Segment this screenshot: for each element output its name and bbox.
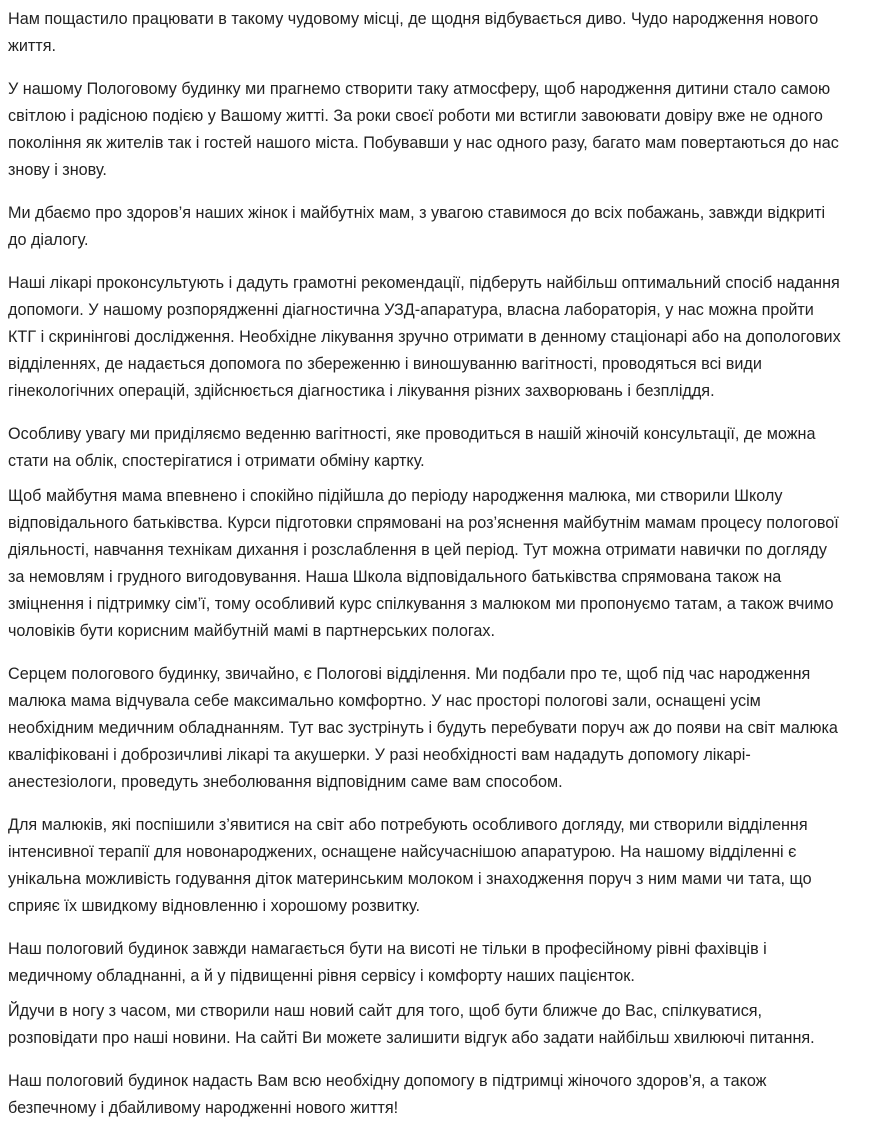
paragraph-intensive-care: Для малюків, які поспішили з’явитися на світ або потребують особливого догляду, ми створили відділення інтенсивної терапії для новонароджених, оснащене найсучаснішою апаратурою. На нашому відділенні є унікальна можливість годування діток материнським молоком і знаходження поруч з ним мами чи тата, що сприяє їх швидкому відновленню і хорошому розвитку. [8, 816, 812, 915]
paragraph-maternity-ward: Серцем пологового будинку, звичайно, є Пологові відділення. Ми подбали про те, щоб під час народження малюка мама відчувала себе максимально комфортно. У нас просторі пологові зали, оснащені усім необхідним медичним обладнанням. Тут вас зустрінуть і будуть перебувати поруч аж до появи на світ малюка кваліфіковані і доброзичливі лікарі та акушерки. У разі необхідності вам нададуть допомогу лікарі-анестезіологи, проведуть знеболювання відповідним саме вам способом. [8, 665, 838, 791]
paragraph-intro: Нам пощастило працювати в такому чудовому місці, де щодня відбувається диво. Чудо народження нового життя. [8, 10, 819, 55]
paragraph-pregnancy: Особливу увагу ми приділяємо веденню вагітності, яке проводиться в нашій жіночій консультації, де можна стати на облік, спостерігатися і отримати обміну картку. [8, 425, 816, 470]
paragraph-doctors: Наші лікарі проконсультують і дадуть грамотні рекомендації, підберуть найбільш оптимальний спосіб надання допомоги. У нашому розпорядженні діагностична УЗД-апаратура, власна лабораторія, у нас можна пройти КТГ і скринінгові дослідження. Необхідне лікування зручно отримати в денному стаціонарі або на допологових відділеннях, де надається допомога по збереженню і виношуванню вагітності, проводяться всі види гінекологічних операцій, здійснюється діагностика і лікування різних захворювань і безпліддя. [8, 274, 841, 400]
paragraph-website: Йдучи в ногу з часом, ми створили наш новий сайт для того, щоб бути ближче до Вас, спілкуватися, розповідати про наші новини. На сайті Ви можете залишити відгук або задати найбільш хвилюючі питання. [8, 1002, 815, 1047]
paragraph-service: Наш пологовий будинок завжди намагається бути на висоті не тільки в професійному рівні фахівців і медичному обладнанні, а й у підвищенні рівня сервісу і комфорту наших пацієнток. [8, 940, 767, 985]
paragraph-care: Ми дбаємо про здоров’я наших жінок і майбутніх мам, з увагою ставимося до всіх побажань, завжди відкриті до діалогу. [8, 204, 826, 249]
paragraph-atmosphere: У нашому Пологовому будинку ми прагнемо створити таку атмосферу, щоб народження дитини стало самою світлою і радісною подією у Вашому житті. За роки своєї роботи ми встигли завоювати довіру вже не одного покоління як жителів так і гостей нашого міста. Побувавши у нас одного разу, багато мам повертаються до нас знову і знову. [8, 80, 839, 179]
paragraph-parenting-school: Щоб майбутня мама впевнено і спокійно підійшла до періоду народження малюка, ми створили Школу відповідального батьківства. Курси підготовки спрямовані на роз’яснення майбутнім мамам процесу пологової діяльності, навчання технікам дихання і розслаблення в цей період. Тут можна отримати навички по догляду за немовлям і грудного вигодовування. Наша Школа відповідального батьківства спрямована також на зміцнення і підтримку сім’ї, тому особливий курс спілкування з малюком ми пропонуємо татам, а також вчимо чоловіків бути корисним майбутній мамі в партнерських пологах. [8, 487, 839, 640]
paragraph-closing: Наш пологовий будинок надасть Вам всю необхідну допомогу в підтримці жіночого здоров’я, а також безпечному і дбайливому народженні нового життя! [8, 1072, 767, 1117]
